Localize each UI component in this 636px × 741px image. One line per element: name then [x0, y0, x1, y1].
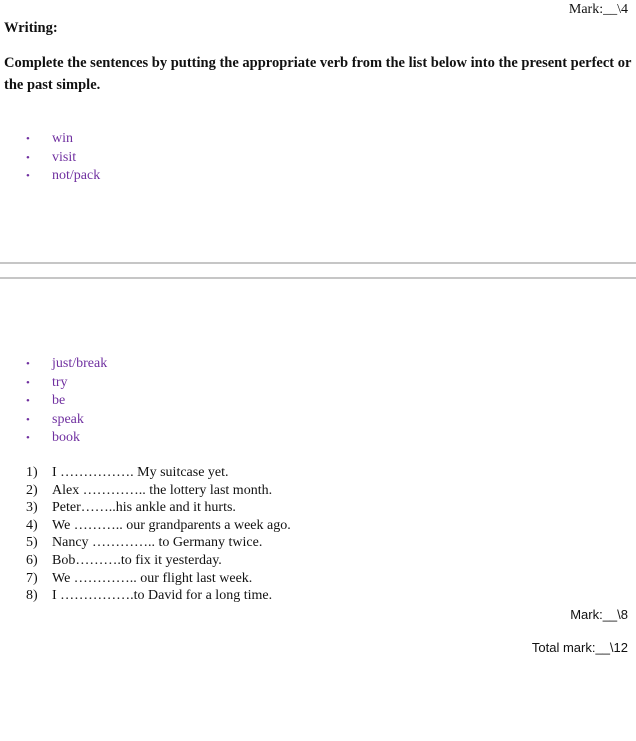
sentence-item [0, 517, 291, 535]
list-item [0, 130, 100, 149]
sentence-item [0, 534, 291, 552]
sentence-number: 6) [26, 552, 38, 568]
sentence-number: 4) [26, 517, 38, 533]
bullet-icon: • [26, 376, 30, 389]
sentence-number: 3) [26, 500, 38, 516]
mark-bottom: Mark:__\8 [570, 607, 628, 622]
total-mark: Total mark:__\12 [531, 640, 628, 655]
sentence-item [0, 499, 291, 517]
list-item [0, 355, 107, 374]
list-item [0, 167, 100, 186]
sentence-text: Bob……….to fix it yesterday. [52, 552, 222, 568]
verb-label: be [52, 393, 66, 408]
bullet-icon: • [26, 395, 30, 407]
sentence-number: 2) [26, 482, 38, 498]
verb-label: win [52, 131, 73, 146]
bullet-icon: • [26, 170, 30, 182]
sentence-item [0, 482, 291, 500]
bullet-icon: • [26, 358, 30, 370]
bullet-icon: • [26, 151, 30, 164]
list-item [0, 392, 107, 411]
verb-list-1 [0, 130, 100, 186]
list-item [0, 374, 107, 393]
sentence-text: Alex ………….. the lottery last month. [52, 482, 273, 498]
page-divider [0, 262, 636, 279]
verb-label: book [52, 430, 80, 445]
sentence-text: Peter……..his ankle and it hurts. [52, 500, 236, 516]
sentence-item [0, 570, 291, 588]
bullet-icon: • [26, 413, 30, 426]
sentence-number: 1) [26, 465, 38, 480]
sentence-text: We ……….. our grandparents a week ago. [52, 517, 291, 533]
sentence-item [0, 464, 291, 482]
verb-label: try [52, 374, 68, 390]
sentence-item [0, 587, 291, 605]
verb-list-2 [0, 355, 107, 448]
mark-top: Mark:__\4 [568, 2, 628, 17]
verb-label: speak [52, 411, 84, 427]
sentence-text: I ……………. My suitcase yet. [52, 465, 229, 480]
verb-label: just/break [52, 356, 108, 371]
list-item [0, 429, 107, 448]
sentence-item [0, 552, 291, 570]
instructions: Complete the sentences by putting the appropriate verb from the list below into the present perfect or the past simple. [4, 55, 632, 93]
sentence-list [0, 464, 291, 605]
verb-label: visit [52, 149, 77, 165]
sentence-number: 7) [26, 570, 38, 586]
verb-label: not/pack [52, 168, 101, 183]
list-item [0, 411, 107, 430]
sentence-text: We ………….. our flight last week. [52, 570, 253, 586]
sentence-text: Nancy ………….. to Germany twice. [52, 535, 263, 551]
sentence-number: 5) [26, 535, 38, 551]
bullet-icon: • [26, 133, 30, 145]
section-heading: Writing: [4, 20, 58, 36]
bullet-icon: • [26, 432, 30, 444]
sentence-number: 8) [26, 588, 38, 604]
sentence-text: I …………….to David for a long time. [52, 588, 273, 604]
list-item [0, 149, 100, 168]
